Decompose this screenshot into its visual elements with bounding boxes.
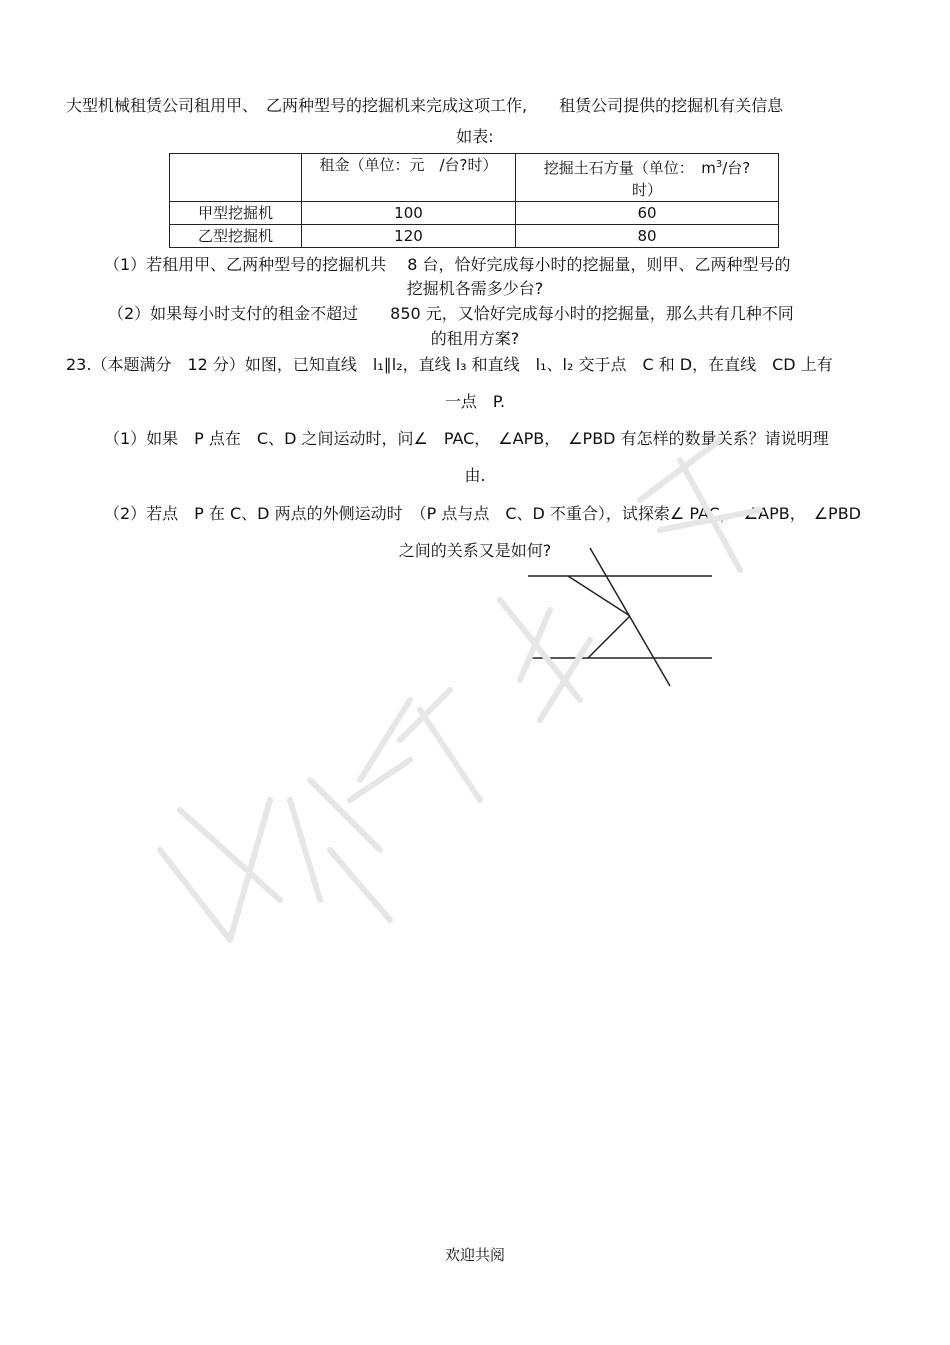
q23-part1-line1: （1）如果 P 点在 C、D 之间运动时，问∠ PAC， ∠APB， ∠PBD 有怎样的数量关系？请说明理	[104, 429, 829, 448]
table-header-row	[170, 154, 779, 202]
row-rent: 100	[302, 202, 516, 225]
intro-line-2: 如表:	[456, 127, 494, 146]
q23-part2-line1: （2）若点 P 在 C、D 两点的外侧运动时 （P 点与点 C、D 不重合），试探索∠ PAC， ∠APB， ∠PBD	[104, 504, 861, 523]
row-rent: 120	[302, 225, 516, 248]
q23-stem-line2: 一点 P.	[444, 392, 506, 411]
segment-pb	[588, 616, 630, 658]
row-name: 乙型挖掘机	[170, 225, 302, 248]
q23-stem-line1: 23.（本题满分 12 分）如图，已知直线 l₁∥l₂，直线 l₃ 和直线 l₁、l₂ 交于点 C 和 D，在直线 CD 上有	[66, 355, 833, 374]
table-row	[170, 225, 779, 248]
q23-part2-line2: 之间的关系又是如何?	[398, 541, 552, 560]
table-header-amount-text: 挖掘土石方量（单位： m	[543, 159, 716, 177]
q22-part1-line2: 挖掘机各需多少台?	[406, 279, 544, 298]
segment-ap	[568, 576, 630, 616]
q22-part2-line1: （2）如果每小时支付的租金不超过 850 元，又恰好完成每小时的挖掘量，那么共有几种不同	[108, 304, 794, 323]
table-corner-cell	[170, 154, 302, 202]
excavator-info-table	[169, 153, 779, 248]
table-header-amount-unit: /台?	[722, 159, 751, 177]
page-footer: 欢迎共阅	[444, 1246, 505, 1264]
table-header-rent: 租金（单位：元 /台?时）	[302, 154, 516, 202]
table-header-amount	[516, 154, 779, 202]
row-amount: 80	[516, 225, 779, 248]
table-row	[170, 202, 779, 225]
parallel-lines-figure	[520, 540, 720, 690]
q22-part2-line2: 的租用方案?	[430, 329, 520, 348]
intro-line-1: 大型机械租赁公司租用甲、 乙两种型号的挖掘机来完成这项工作, 租赁公司提供的挖掘机有关信息	[66, 96, 784, 115]
q23-part1-line2: 由.	[464, 466, 486, 485]
q22-part1-line1: （1）若租用甲、乙两种型号的挖掘机共 8 台，恰好完成每小时的挖掘量，则甲、乙两种型号的	[104, 255, 791, 274]
table-header-amount-time: 时）	[631, 181, 662, 199]
row-name: 甲型挖掘机	[170, 202, 302, 225]
cubic-superscript: 3	[715, 159, 723, 170]
row-amount: 60	[516, 202, 779, 225]
